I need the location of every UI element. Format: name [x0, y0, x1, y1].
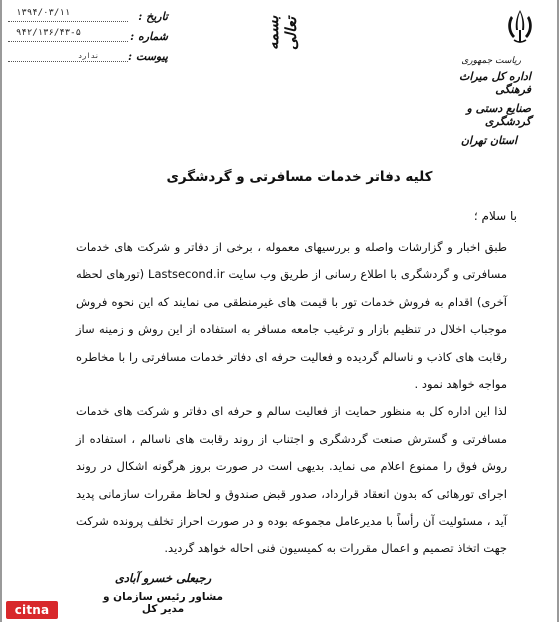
attachment-label: پیوست : [128, 49, 168, 63]
date-row [8, 8, 168, 24]
date-value: ۱۳۹۴/۰۳/۱۱ [16, 7, 71, 18]
attachment-value: ندارد [78, 51, 100, 60]
letter-body [76, 234, 507, 563]
body-paragraph-1: طبق اخبار و گزارشات واصله و بررسیهای معموله ، برخی از دفاتر و شرکت های خدمات مسافرتی و گردشگری با اطلاع رسانی از طریق وب سایت Lastsecond.ir (تورهای لحظه آخری) اقدام به فروش خدمات تور با قیمت های غیرمنطقی می نمایند که این نحوه فروش موجباب اخلال در تنظیم بازار و ترغیب جامعه مسافر به استفاده از این روش و زمینه ساز رقابت های کاذب و ناسالم گردیده و فعالیت حرفه ای دفاتر خدمات مسافرتی را با مخاطره مواجه خواهد نمود . [76, 240, 507, 392]
organization-block [421, 56, 531, 153]
body-paragraph-2: لذا این اداره کل به منظور حمایت از فعالیت سالم و حرفه ای دفاتر و شرکت های خدمات مسافرتی و گسترش صنعت گردشگری و اجتناب از روند رقابت های ناسالم ، استفاده از روش فوق را ممنوع اعلام می نماید. بدیهی است در صورت بروز هرگونه اشکال در روند اجرای تورهائی که بدون انعقاد قرارداد، صدور قبض صندوق و لحاظ مقررات سازمانی پدید آید ، مسئولیت آن رأساً با مدیرعامل مجموعه بوده و در صورت احراز تخلف پرونده شرکت جهت اتخاذ تصمیم و اعمال مقررات به کمیسیون فنی احاله خواهد گردید. [76, 404, 507, 556]
number-value: ۹۴۲/۱۳۶/۴۳-۵ [16, 27, 82, 38]
citna-logo: citna [6, 601, 58, 619]
signatory-position: مشاور رئیس سازمان و مدیر کل [102, 591, 224, 615]
org-line-province: استان تهران [460, 134, 517, 147]
attachment-row [8, 48, 168, 64]
date-label: تاریخ : [138, 9, 168, 23]
org-line-department: اداره کل میراث فرهنگی [458, 70, 531, 96]
bismillah-calligraphy: بسمه تعالی [264, 15, 300, 51]
org-line-presidency: ریاست جمهوری [461, 56, 521, 66]
letter-meta [8, 8, 168, 68]
signatory-name: رجبعلی خسرو آبادی [114, 571, 212, 585]
iran-emblem-icon [503, 6, 537, 46]
number-row [8, 28, 168, 44]
greeting: با سلام ؛ [473, 209, 517, 223]
signature-block [98, 571, 228, 615]
number-label: شماره : [130, 29, 168, 43]
org-line-handicrafts: صنایع دستی و گردشگری [466, 102, 531, 128]
letter-title: کلیه دفاتر خدمات مسافرتی و گردشگری [166, 169, 433, 185]
